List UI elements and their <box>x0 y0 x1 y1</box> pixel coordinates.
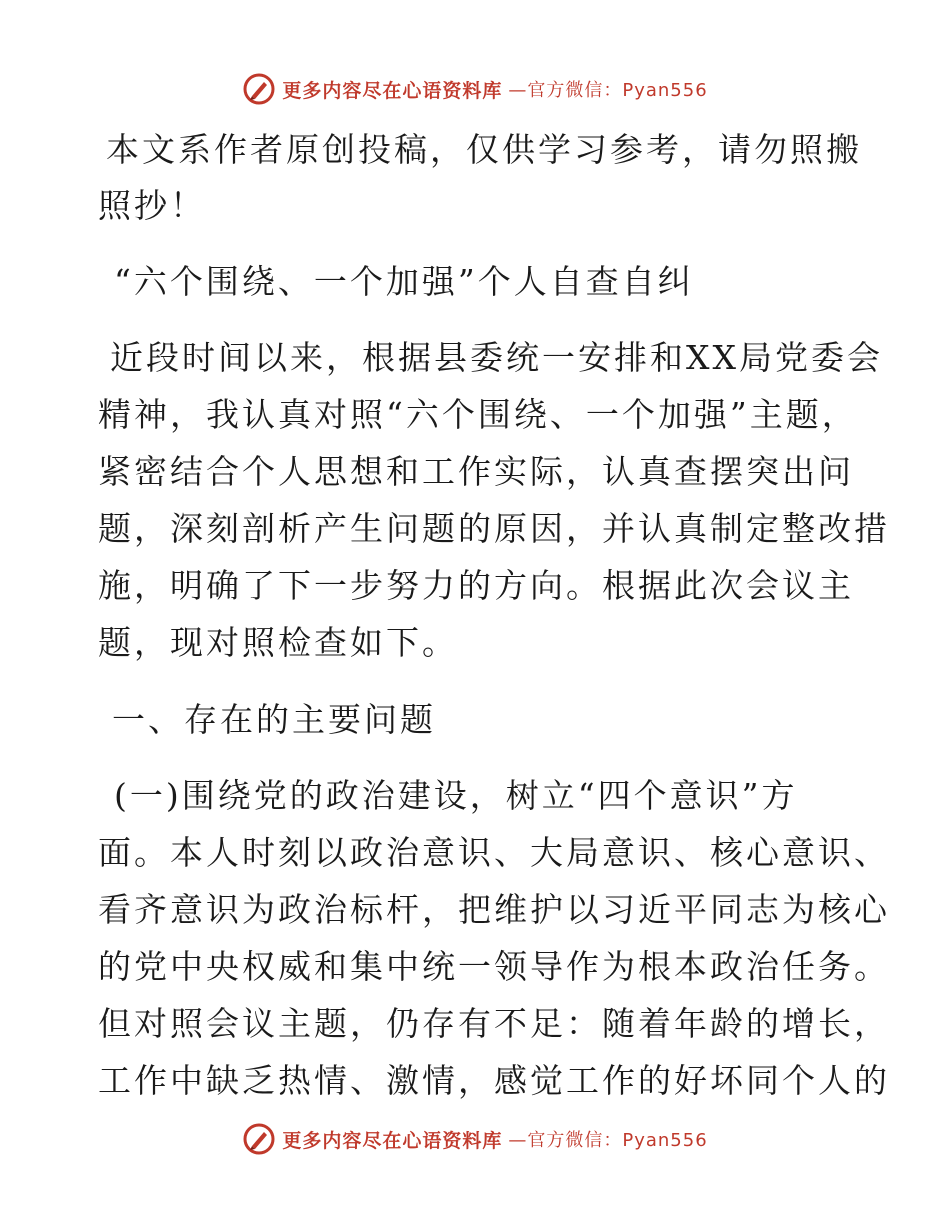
document-title: “六个围绕、一个加强”个人自查自纠 <box>114 262 694 301</box>
header-watermark <box>0 72 950 106</box>
body-line-1: (一)围绕党的政治建设，树立“四个意识”方 <box>114 776 798 815</box>
intro-line-4: 题，深刻剖析产生问题的原因，并认真制定整改措 <box>98 509 890 548</box>
body-line-3: 看齐意识为政治标杆，把维护以习近平同志为核心 <box>98 890 890 929</box>
watermark-sub-text: —官方微信：Pyan556 <box>508 80 708 101</box>
body-line-2: 面。本人时刻以政治意识、大局意识、核心意识、 <box>98 833 890 872</box>
disclaimer-line-1: 本文系作者原创投稿，仅供学习参考，请勿照搬 <box>106 130 862 169</box>
intro-line-3: 紧密结合个人思想和工作实际，认真查摆突出问 <box>98 452 854 491</box>
intro-line-1: 近段时间以来，根据县委统一安排和XX局党委会 <box>110 338 883 377</box>
watermark-main-text: 更多内容尽在心语资料库 <box>282 1129 503 1152</box>
watermark-sub-text: —官方微信：Pyan556 <box>508 1130 708 1151</box>
pen-logo-icon <box>242 72 276 106</box>
watermark-main-text: 更多内容尽在心语资料库 <box>282 79 503 102</box>
pen-logo-icon <box>242 1122 276 1156</box>
body-line-5: 但对照会议主题，仍存有不足：随着年龄的增长， <box>98 1004 890 1043</box>
footer-watermark <box>0 1122 950 1156</box>
section-heading: 一、存在的主要问题 <box>112 700 436 739</box>
body-line-6: 工作中缺乏热情、激情，感觉工作的好坏同个人的 <box>98 1061 890 1100</box>
intro-line-6: 题，现对照检查如下。 <box>98 623 458 662</box>
intro-line-5: 施，明确了下一步努力的方向。根据此次会议主 <box>98 566 854 605</box>
intro-line-2: 精神，我认真对照“六个围绕、一个加强”主题， <box>98 395 858 434</box>
disclaimer-line-2: 照抄！ <box>98 186 206 225</box>
body-line-4: 的党中央权威和集中统一领导作为根本政治任务。 <box>98 947 890 986</box>
